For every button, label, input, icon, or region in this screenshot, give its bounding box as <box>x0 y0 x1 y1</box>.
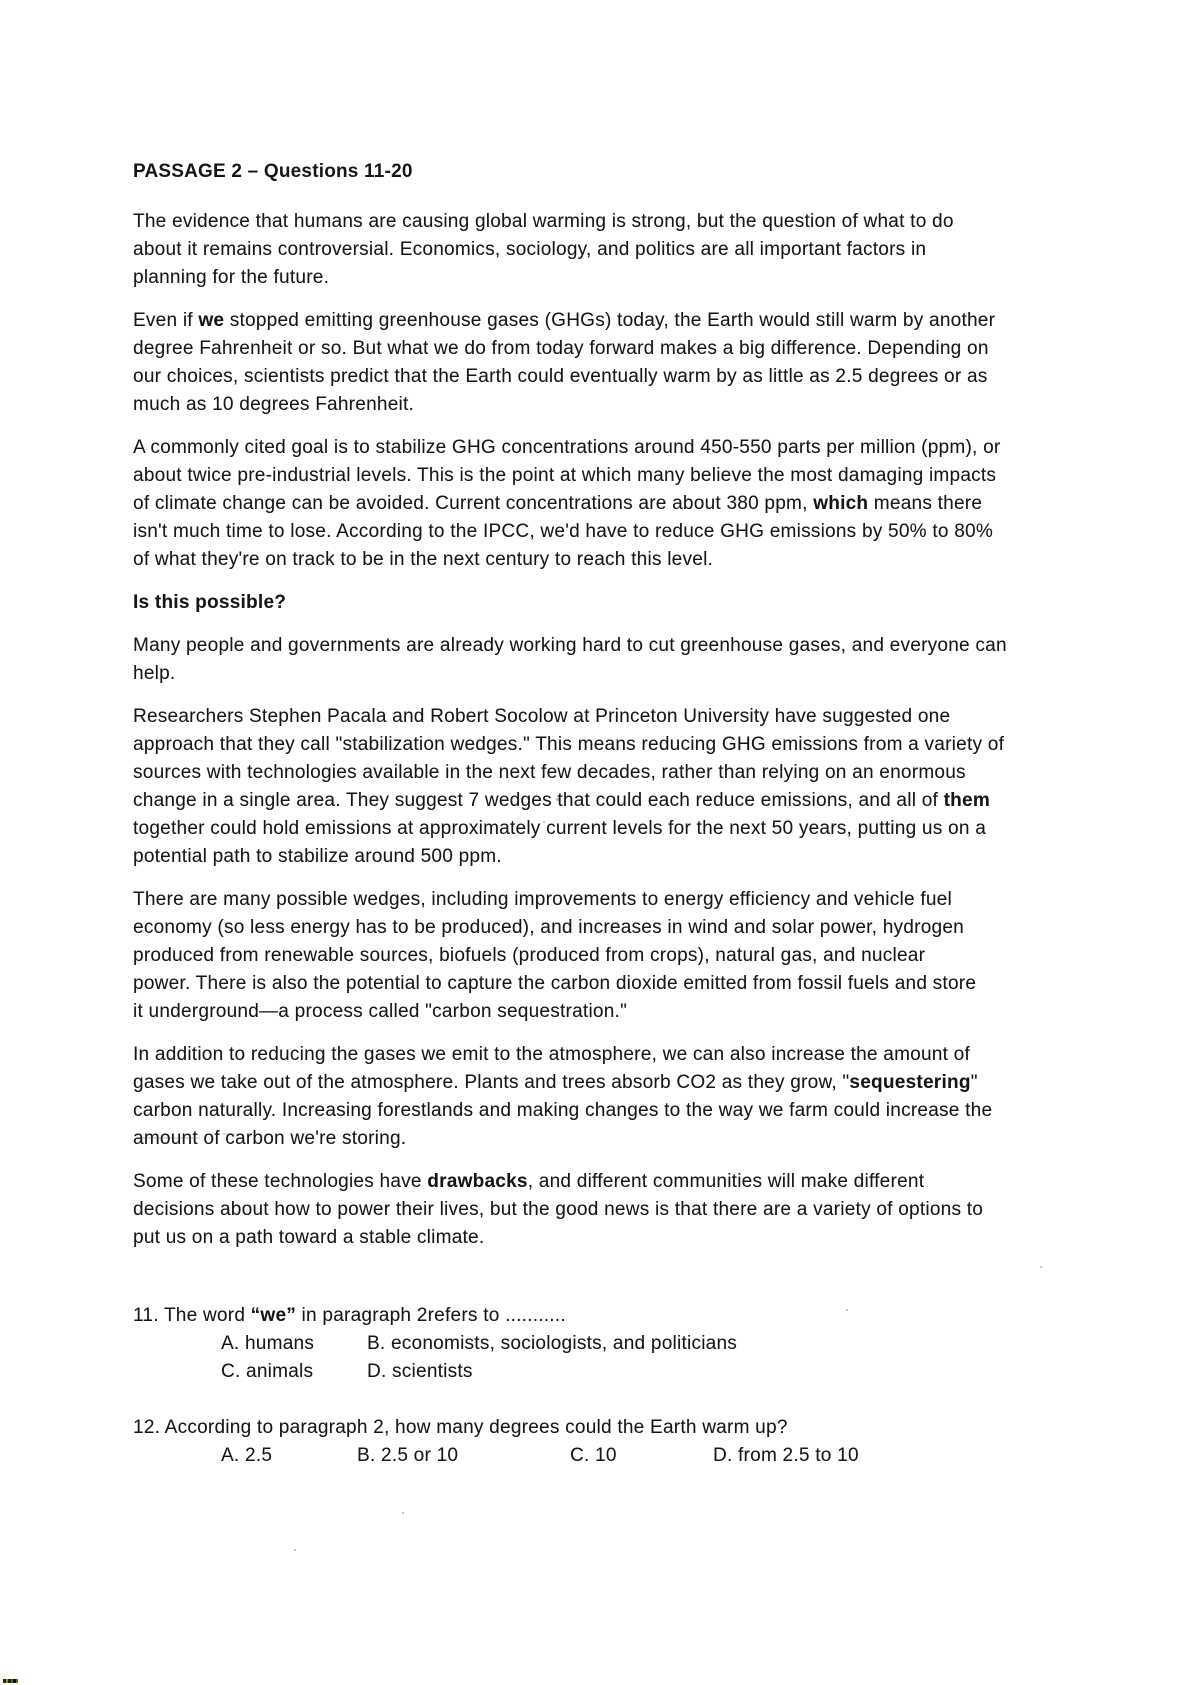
text: gases we take out of the atmosphere. Plants and trees absorb CO2 as they grow, " <box>133 1072 850 1093</box>
text: it underground—a process called "carbon sequestration." <box>133 1001 628 1022</box>
bold-text: “we” <box>250 1305 297 1326</box>
scan-speckle <box>294 1549 296 1551</box>
text: produced from renewable sources, biofuels (produced from crops), natural gas, and nuclear <box>133 945 926 966</box>
bold-text: sequestering <box>849 1072 971 1093</box>
text: of what they're on track to be in the next century to reach this level. <box>133 549 714 570</box>
question-block <box>133 1414 1073 1470</box>
text: 11. The word <box>133 1305 251 1326</box>
text: decisions about how to power their lives, but the good news is that there are a variety of options to <box>133 1199 984 1220</box>
scan-speckle <box>1040 1266 1042 1268</box>
options-row <box>133 1358 1073 1386</box>
answer-option: B. 2.5 or 10 <box>357 1445 459 1466</box>
scan-smudge <box>222 1133 236 1135</box>
passage-subheading <box>133 589 1073 617</box>
text: In addition to reducing the gases we emit to the atmosphere, we can also increase the amount of <box>133 1044 971 1065</box>
bold-text: we <box>198 310 225 331</box>
passage-paragraph <box>133 208 1073 292</box>
passage-paragraph <box>133 886 1073 1026</box>
scan-speckle <box>604 824 606 826</box>
text: " <box>970 1072 978 1093</box>
text: Many people and governments are already working hard to cut greenhouse gases, and everyone can <box>133 635 1007 656</box>
text: sources with technologies available in the next few decades, rather than relying on an enormous <box>133 762 966 783</box>
text: in paragraph 2refers to ........... <box>296 1305 566 1326</box>
passage-paragraph <box>133 434 1073 574</box>
bold-text: which <box>813 493 869 514</box>
text: planning for the future. <box>133 267 330 288</box>
text: about twice pre-industrial levels. This is the point at which many believe the most damaging impacts <box>133 465 997 486</box>
text: The evidence that humans are causing global warming is strong, but the question of what to do <box>133 211 954 232</box>
text: potential path to stabilize around 500 ppm. <box>133 846 502 867</box>
text: change in a single area. They suggest 7 wedges that could each reduce emissions, and all of <box>133 790 944 811</box>
question-prompt <box>133 1302 1073 1330</box>
text: carbon naturally. Increasing forestlands and making changes to the way we farm could increase the <box>133 1100 993 1121</box>
passage-paragraph <box>133 1168 1073 1252</box>
text: There are many possible wedges, including improvements to energy efficiency and vehicle fuel <box>133 889 952 910</box>
text: about it remains controversial. Economics, sociology, and politics are all important factors in <box>133 239 927 260</box>
text: amount of carbon we're storing. <box>133 1128 407 1149</box>
text: put us on a path toward a stable climate. <box>133 1227 485 1248</box>
page-content <box>133 158 1073 1498</box>
questions-section <box>133 1267 1073 1470</box>
answer-option: C. animals <box>221 1361 314 1382</box>
passage-paragraph <box>133 307 1073 419</box>
text: our choices, scientists predict that the Earth could eventually warm by as little as 2.5 degrees or as <box>133 366 988 387</box>
text: stopped emitting greenhouse gases (GHGs) today, the Earth would still warm by another <box>224 310 996 331</box>
text: approach that they call "stabilization wedges." This means reducing GHG emissions from a variety of <box>133 734 1005 755</box>
text: isn't much time to lose. According to the IPCC, we'd have to reduce GHG emissions by 50% to 80% <box>133 521 994 542</box>
answer-option: A. 2.5 <box>221 1445 273 1466</box>
answer-option: A. humans <box>221 1333 315 1354</box>
bold-text: Is this possible? <box>133 592 287 613</box>
scan-speckle <box>543 821 545 823</box>
answer-option: B. economists, sociologists, and politicians <box>367 1333 738 1354</box>
answer-option: C. 10 <box>570 1445 617 1466</box>
options-row <box>133 1442 1073 1470</box>
scan-artifact-segment <box>16 1679 18 1683</box>
options-row <box>133 1330 1073 1358</box>
question-prompt <box>133 1414 1073 1442</box>
scan-smudge <box>140 1137 200 1139</box>
text: together could hold emissions at approximately current levels for the next 50 years, putting us on a <box>133 818 987 839</box>
text: Even if <box>133 310 199 331</box>
passage-title: PASSAGE 2 – Questions 11-20 <box>133 161 413 182</box>
scan-speckle <box>402 1512 404 1514</box>
question-block <box>133 1302 1073 1386</box>
text: means there <box>868 493 983 514</box>
answer-option: D. scientists <box>367 1361 473 1382</box>
text: A commonly cited goal is to stabilize GHG concentrations around 450-550 parts per million (ppm), or <box>133 437 1001 458</box>
text: Researchers Stephen Pacala and Robert Socolow at Princeton University have suggested one <box>133 706 951 727</box>
text: economy (so less energy has to be produced), and increases in wind and solar power, hydrogen <box>133 917 964 938</box>
passage-paragraph <box>133 632 1073 688</box>
scan-speckle <box>556 798 559 801</box>
text: 12. According to paragraph 2, how many degrees could the Earth warm up? <box>133 1417 788 1438</box>
bold-text: them <box>943 790 990 811</box>
scan-artifact-mark <box>3 1679 18 1683</box>
text: help. <box>133 663 176 684</box>
bold-text: drawbacks <box>427 1171 528 1192</box>
passage-body <box>133 208 1073 1252</box>
text: , and different communities will make different <box>527 1171 925 1192</box>
text: power. There is also the potential to capture the carbon dioxide emitted from fossil fuels and store <box>133 973 977 994</box>
answer-option: D. from 2.5 to 10 <box>713 1445 859 1466</box>
text: degree Fahrenheit or so. But what we do from today forward makes a big difference. Depending on <box>133 338 989 359</box>
scan-speckle <box>846 1309 848 1311</box>
text: of climate change can be avoided. Current concentrations are about 380 ppm, <box>133 493 814 514</box>
text: much as 10 degrees Fahrenheit. <box>133 394 415 415</box>
passage-paragraph <box>133 703 1073 871</box>
passage-paragraph <box>133 1041 1073 1153</box>
text: Some of these technologies have <box>133 1171 428 1192</box>
